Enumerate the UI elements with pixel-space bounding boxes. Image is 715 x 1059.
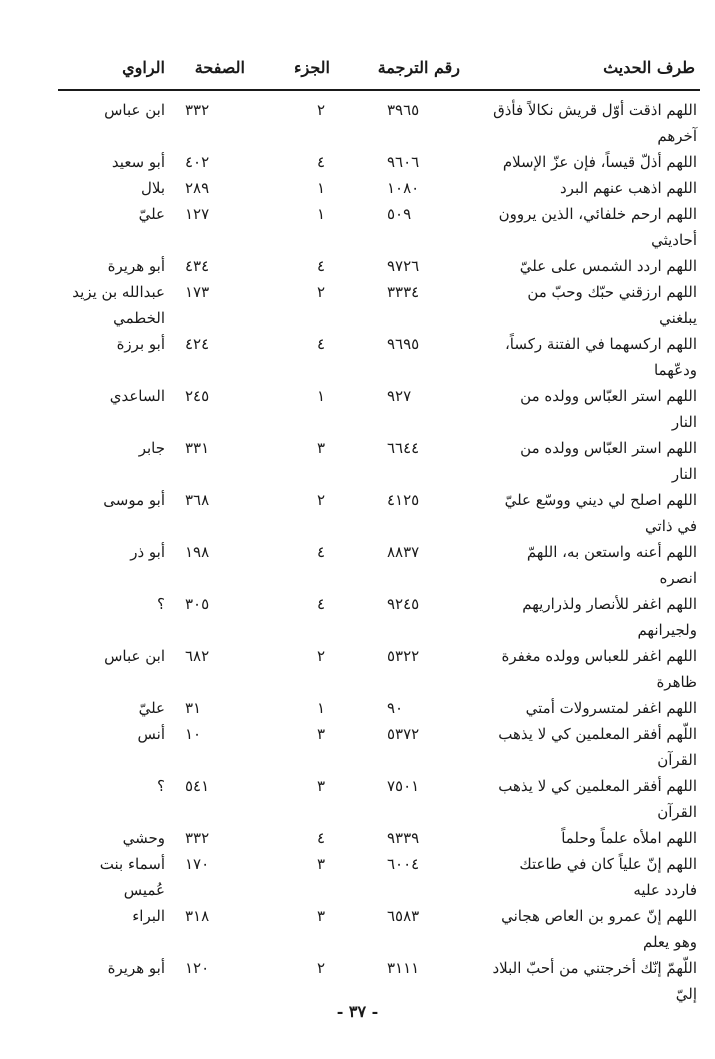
hadith-cell: اللهم اغفر للأنصار ولذراريهم ولجيرانهم bbox=[522, 595, 697, 639]
rawi-cell: وحشي bbox=[122, 829, 165, 847]
table-body bbox=[0, 97, 715, 1007]
rawi-cell: عليّ bbox=[138, 205, 165, 223]
header-rawi: الراوي bbox=[122, 58, 165, 77]
table-row bbox=[0, 695, 715, 721]
juz-cell: ٣ bbox=[316, 907, 326, 925]
safha-cell: ٥٤١ bbox=[185, 777, 210, 795]
table-row bbox=[0, 97, 715, 149]
tarjama-cell: ٥٣٢٢ bbox=[387, 647, 420, 665]
hadith-cell: اللهم ارحم خلفائي، الذين يروون أحاديثي bbox=[498, 205, 697, 249]
rawi-cell: بلال bbox=[140, 179, 165, 197]
table-row bbox=[0, 539, 715, 591]
rawi-cell: ابن عباس bbox=[104, 101, 165, 119]
header-hadith: طرف الحديث bbox=[603, 58, 695, 77]
juz-cell: ٢ bbox=[316, 959, 326, 977]
tarjama-cell: ٣٣٣٤ bbox=[387, 283, 420, 301]
header-rule bbox=[58, 89, 700, 91]
rawi-cell: أبو موسى bbox=[103, 491, 165, 509]
hadith-cell: اللهم اردد الشمس على عليّ bbox=[519, 257, 697, 275]
tarjama-cell: ٦٦٤٤ bbox=[387, 439, 420, 457]
rawi-cell: أبو برزة bbox=[116, 335, 165, 353]
rawi-cell: البراء bbox=[132, 907, 165, 925]
juz-cell: ٢ bbox=[316, 101, 326, 119]
safha-cell: ١٢٧ bbox=[185, 205, 210, 223]
rawi-cell: عليّ bbox=[138, 699, 165, 717]
table-row bbox=[0, 903, 715, 955]
rawi-cell: الساعدي bbox=[109, 387, 165, 405]
juz-cell: ٤ bbox=[316, 543, 326, 561]
table-row bbox=[0, 591, 715, 643]
tarjama-cell: ٩٠ bbox=[387, 699, 404, 717]
rawi-cell: أسماء بنت عُميس bbox=[99, 855, 165, 899]
safha-cell: ١٠ bbox=[185, 725, 202, 743]
hadith-cell: اللهم اصلح لي ديني ووسّع عليّ في ذاتي bbox=[504, 491, 697, 535]
juz-cell: ٤ bbox=[316, 595, 326, 613]
rawi-cell: أبو سعيد bbox=[111, 153, 165, 171]
table-row bbox=[0, 149, 715, 175]
tarjama-cell: ١٠٨٠ bbox=[387, 179, 420, 197]
rawi-cell: أبو ذر bbox=[130, 543, 165, 561]
hadith-cell: اللهم إنّ علياً كان في طاعتك فاردد عليه bbox=[519, 855, 697, 899]
juz-cell: ٢ bbox=[316, 647, 326, 665]
table-row bbox=[0, 825, 715, 851]
rawi-cell: ؟ bbox=[157, 777, 165, 795]
safha-cell: ٣٣١ bbox=[185, 439, 210, 457]
header-safha: الصفحة bbox=[194, 58, 245, 77]
table-row bbox=[0, 435, 715, 487]
rawi-cell: أبو هريرة bbox=[107, 257, 165, 275]
hadith-cell: اللّهمّ إنّك أخرجتني من أحبّ البلاد إليّ bbox=[492, 959, 697, 1003]
safha-cell: ٣٣٢ bbox=[185, 829, 210, 847]
safha-cell: ١٧٣ bbox=[185, 283, 210, 301]
table-row bbox=[0, 201, 715, 253]
table-row bbox=[0, 253, 715, 279]
safha-cell: ٤٠٢ bbox=[185, 153, 210, 171]
rawi-cell: ؟ bbox=[157, 595, 165, 613]
rawi-cell: أبو هريرة bbox=[107, 959, 165, 977]
tarjama-cell: ٩٣٣٩ bbox=[387, 829, 420, 847]
hadith-cell: اللهم اغفر للعباس وولده مغفرة ظاهرة bbox=[501, 647, 697, 691]
hadith-cell: اللهم إنّ عمرو بن العاص هجاني وهو يعلم bbox=[501, 907, 697, 951]
tarjama-cell: ٣٩٦٥ bbox=[387, 101, 420, 119]
juz-cell: ٤ bbox=[316, 829, 326, 847]
table-row bbox=[0, 383, 715, 435]
header-tarjama: رقم الترجمة bbox=[377, 58, 460, 77]
hadith-cell: اللهم استر العبّاس وولده من النار bbox=[520, 387, 697, 431]
safha-cell: ٤٢٤ bbox=[185, 335, 210, 353]
safha-cell: ٣٦٨ bbox=[185, 491, 210, 509]
juz-cell: ١ bbox=[316, 387, 326, 405]
table-row bbox=[0, 955, 715, 1007]
juz-cell: ٣ bbox=[316, 777, 326, 795]
tarjama-cell: ٩٧٢٦ bbox=[387, 257, 420, 275]
tarjama-cell: ٩٢٤٥ bbox=[387, 595, 420, 613]
safha-cell: ٣٠٥ bbox=[185, 595, 210, 613]
safha-cell: ٤٣٤ bbox=[185, 257, 210, 275]
tarjama-cell: ٩٦٠٦ bbox=[387, 153, 420, 171]
safha-cell: ٦٨٢ bbox=[185, 647, 210, 665]
tarjama-cell: ٩٦٩٥ bbox=[387, 335, 420, 353]
juz-cell: ٣ bbox=[316, 439, 326, 457]
safha-cell: ٣٣٢ bbox=[185, 101, 210, 119]
rawi-cell: أنس bbox=[137, 725, 165, 743]
table-row bbox=[0, 487, 715, 539]
hadith-cell: اللّهم أفقر المعلمين كي لا يذهب القرآن bbox=[498, 725, 697, 769]
juz-cell: ٣ bbox=[316, 725, 326, 743]
table-row bbox=[0, 279, 715, 331]
table-header bbox=[0, 58, 715, 88]
safha-cell: ١٩٨ bbox=[185, 543, 210, 561]
tarjama-cell: ٦٥٨٣ bbox=[387, 907, 420, 925]
tarjama-cell: ٧٥٠١ bbox=[387, 777, 420, 795]
hadith-cell: اللهم اذهب عنهم البرد bbox=[560, 179, 697, 197]
tarjama-cell: ٣١١١ bbox=[387, 959, 420, 977]
rawi-cell: عبدالله بن يزيد الخطمي bbox=[72, 283, 165, 327]
juz-cell: ١ bbox=[316, 179, 326, 197]
table-row bbox=[0, 851, 715, 903]
hadith-cell: اللهم أعنه واستعن به، اللهمّ انصره bbox=[526, 543, 697, 587]
hadith-cell: اللهم اركسهما في الفتنة ركساً، ودعّهما bbox=[504, 335, 697, 379]
juz-cell: ٤ bbox=[316, 153, 326, 171]
hadith-cell: اللهم أذلّ قيساً، فإن عزّ الإسلام bbox=[502, 153, 697, 171]
juz-cell: ٢ bbox=[316, 491, 326, 509]
hadith-cell: اللهم املأه علماً وحلماً bbox=[561, 829, 697, 847]
hadith-cell: اللهم ارزقني حبّك وحبّ من يبلغني bbox=[527, 283, 697, 327]
hadith-cell: اللهم اغفر لمتسرولات أمتي bbox=[525, 699, 697, 717]
table-row bbox=[0, 643, 715, 695]
juz-cell: ١ bbox=[316, 205, 326, 223]
tarjama-cell: ٥٣٧٢ bbox=[387, 725, 420, 743]
juz-cell: ٤ bbox=[316, 335, 326, 353]
tarjama-cell: ٩٢٧ bbox=[387, 387, 412, 405]
safha-cell: ٣١٨ bbox=[185, 907, 210, 925]
table-row bbox=[0, 721, 715, 773]
table-row bbox=[0, 773, 715, 825]
juz-cell: ٢ bbox=[316, 283, 326, 301]
juz-cell: ١ bbox=[316, 699, 326, 717]
tarjama-cell: ٨٨٣٧ bbox=[387, 543, 420, 561]
table-row bbox=[0, 331, 715, 383]
header-juz: الجزء bbox=[294, 58, 330, 77]
juz-cell: ٤ bbox=[316, 257, 326, 275]
hadith-cell: اللهم استر العبّاس وولده من النار bbox=[520, 439, 697, 483]
hadith-cell: اللهم أفقر المعلمين كي لا يذهب القرآن bbox=[498, 777, 697, 821]
safha-cell: ١٢٠ bbox=[185, 959, 210, 977]
safha-cell: ١٧٠ bbox=[185, 855, 210, 873]
safha-cell: ٢٨٩ bbox=[185, 179, 210, 197]
hadith-cell: اللهم اذقت أوّل قريش نكالاً فأذق آخرهم bbox=[493, 101, 697, 145]
safha-cell: ٣١ bbox=[185, 699, 202, 717]
juz-cell: ٣ bbox=[316, 855, 326, 873]
tarjama-cell: ٦٠٠٤ bbox=[387, 855, 420, 873]
rawi-cell: ابن عباس bbox=[104, 647, 165, 665]
tarjama-cell: ٥٠٩ bbox=[387, 205, 412, 223]
rawi-cell: جابر bbox=[138, 439, 165, 457]
page-number: - ٣٧ - bbox=[336, 1002, 379, 1021]
table-row bbox=[0, 175, 715, 201]
safha-cell: ٢٤٥ bbox=[185, 387, 210, 405]
tarjama-cell: ٤١٢٥ bbox=[387, 491, 420, 509]
